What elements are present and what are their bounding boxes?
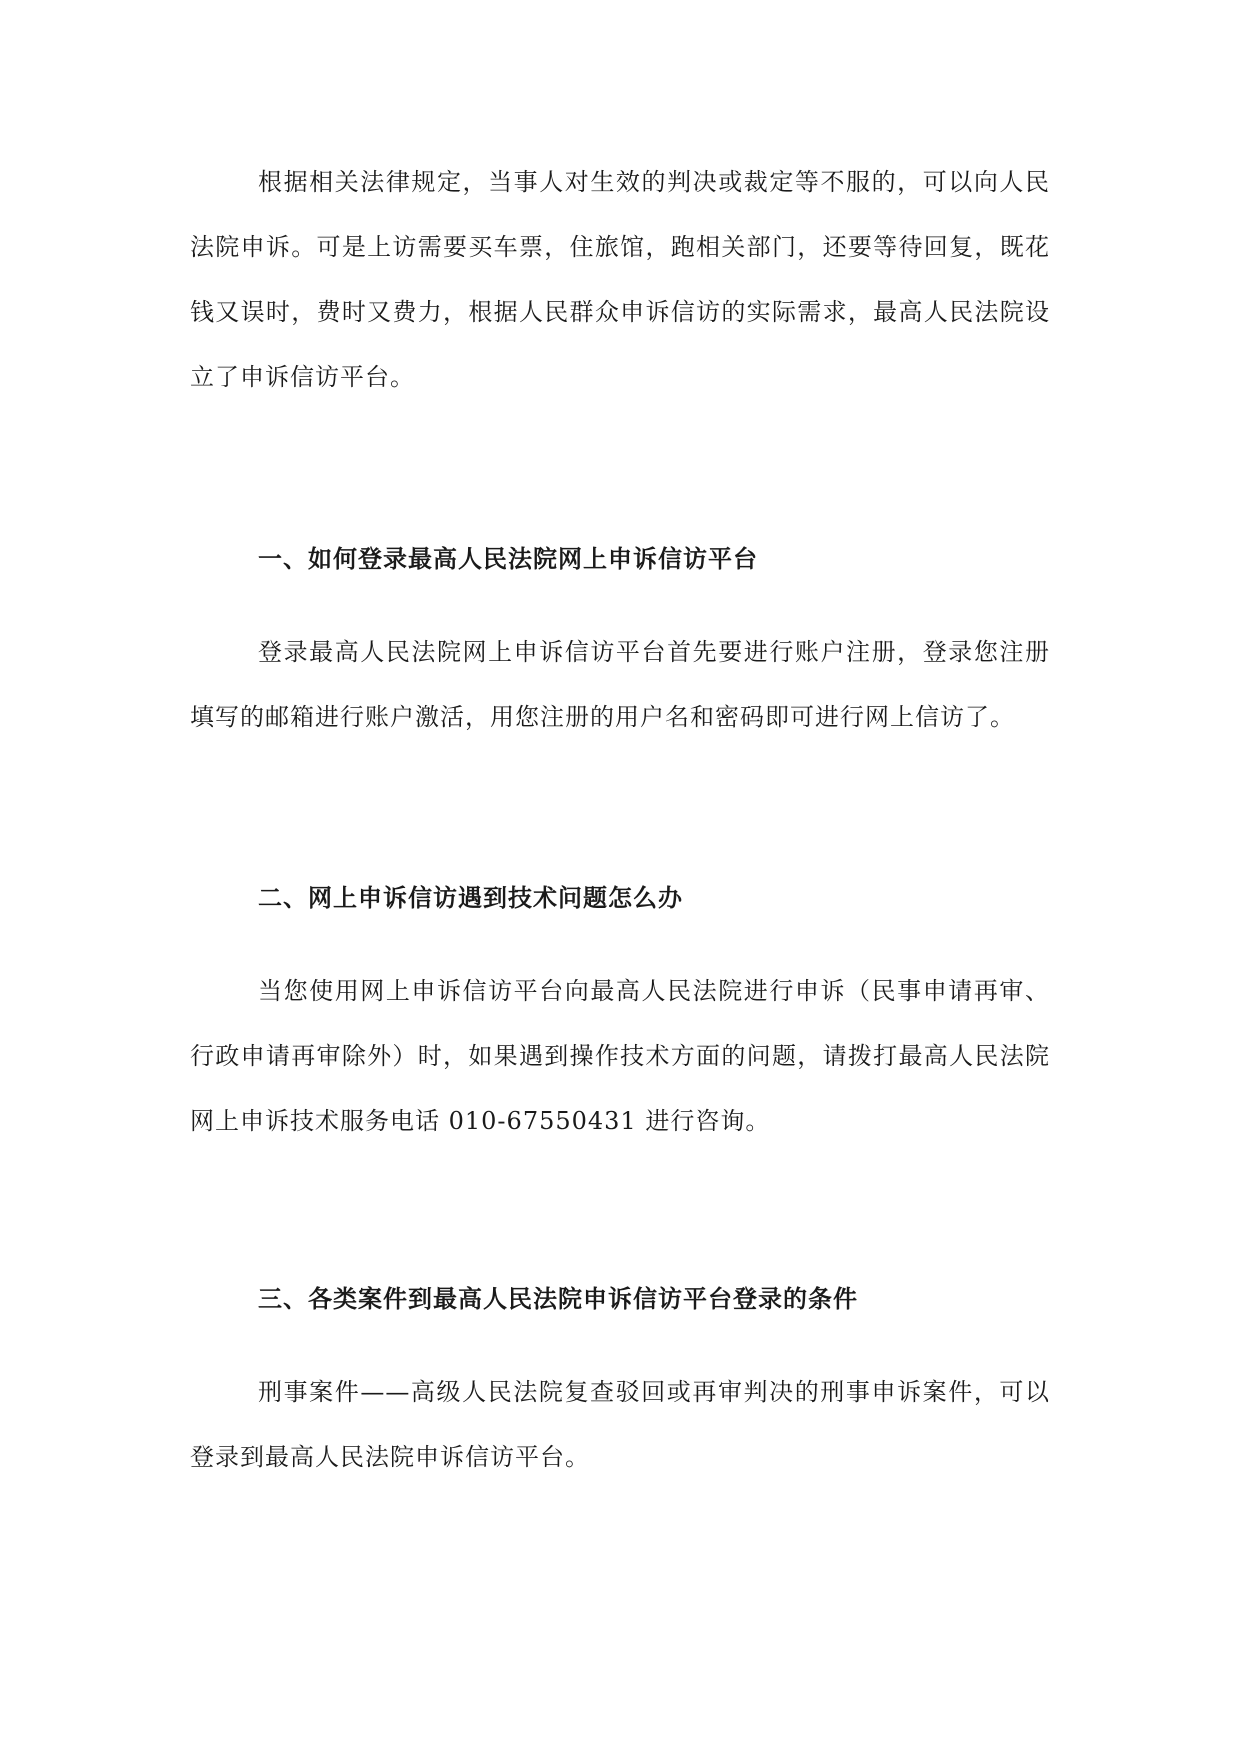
section-1-heading: 一、如何登录最高人民法院网上申诉信访平台 — [258, 544, 758, 573]
section-1-paragraph: 登录最高人民法院网上申诉信访平台首先要进行账户注册，登录您注册填写的邮箱进行账户激活，用您注册的用户名和密码即可进行网上信访了。 — [190, 638, 1050, 731]
section-2-paragraph: 当您使用网上申诉信访平台向最高人民法院进行申诉（民事申请再审、行政申请再审除外）时，如果遇到操作技术方面的问题，请拨打最高人民法院网上申诉技术服务电话 010-67550431 进行咨询。 — [190, 977, 1050, 1135]
section-2-heading: 二、网上申诉信访遇到技术问题怎么办 — [258, 883, 683, 912]
intro-paragraph: 根据相关法律规定，当事人对生效的判决或裁定等不服的，可以向人民法院申诉。可是上访需要买车票，住旅馆，跑相关部门，还要等待回复，既花钱又误时，费时又费力，根据人民群众申诉信访的实际需求，最高人民法院设立了申诉信访平台。 — [190, 168, 1050, 391]
section-3-heading: 三、各类案件到最高人民法院申诉信访平台登录的条件 — [258, 1284, 858, 1313]
section-3-paragraph: 刑事案件——高级人民法院复查驳回或再审判决的刑事申诉案件，可以登录到最高人民法院申诉信访平台。 — [190, 1378, 1050, 1471]
